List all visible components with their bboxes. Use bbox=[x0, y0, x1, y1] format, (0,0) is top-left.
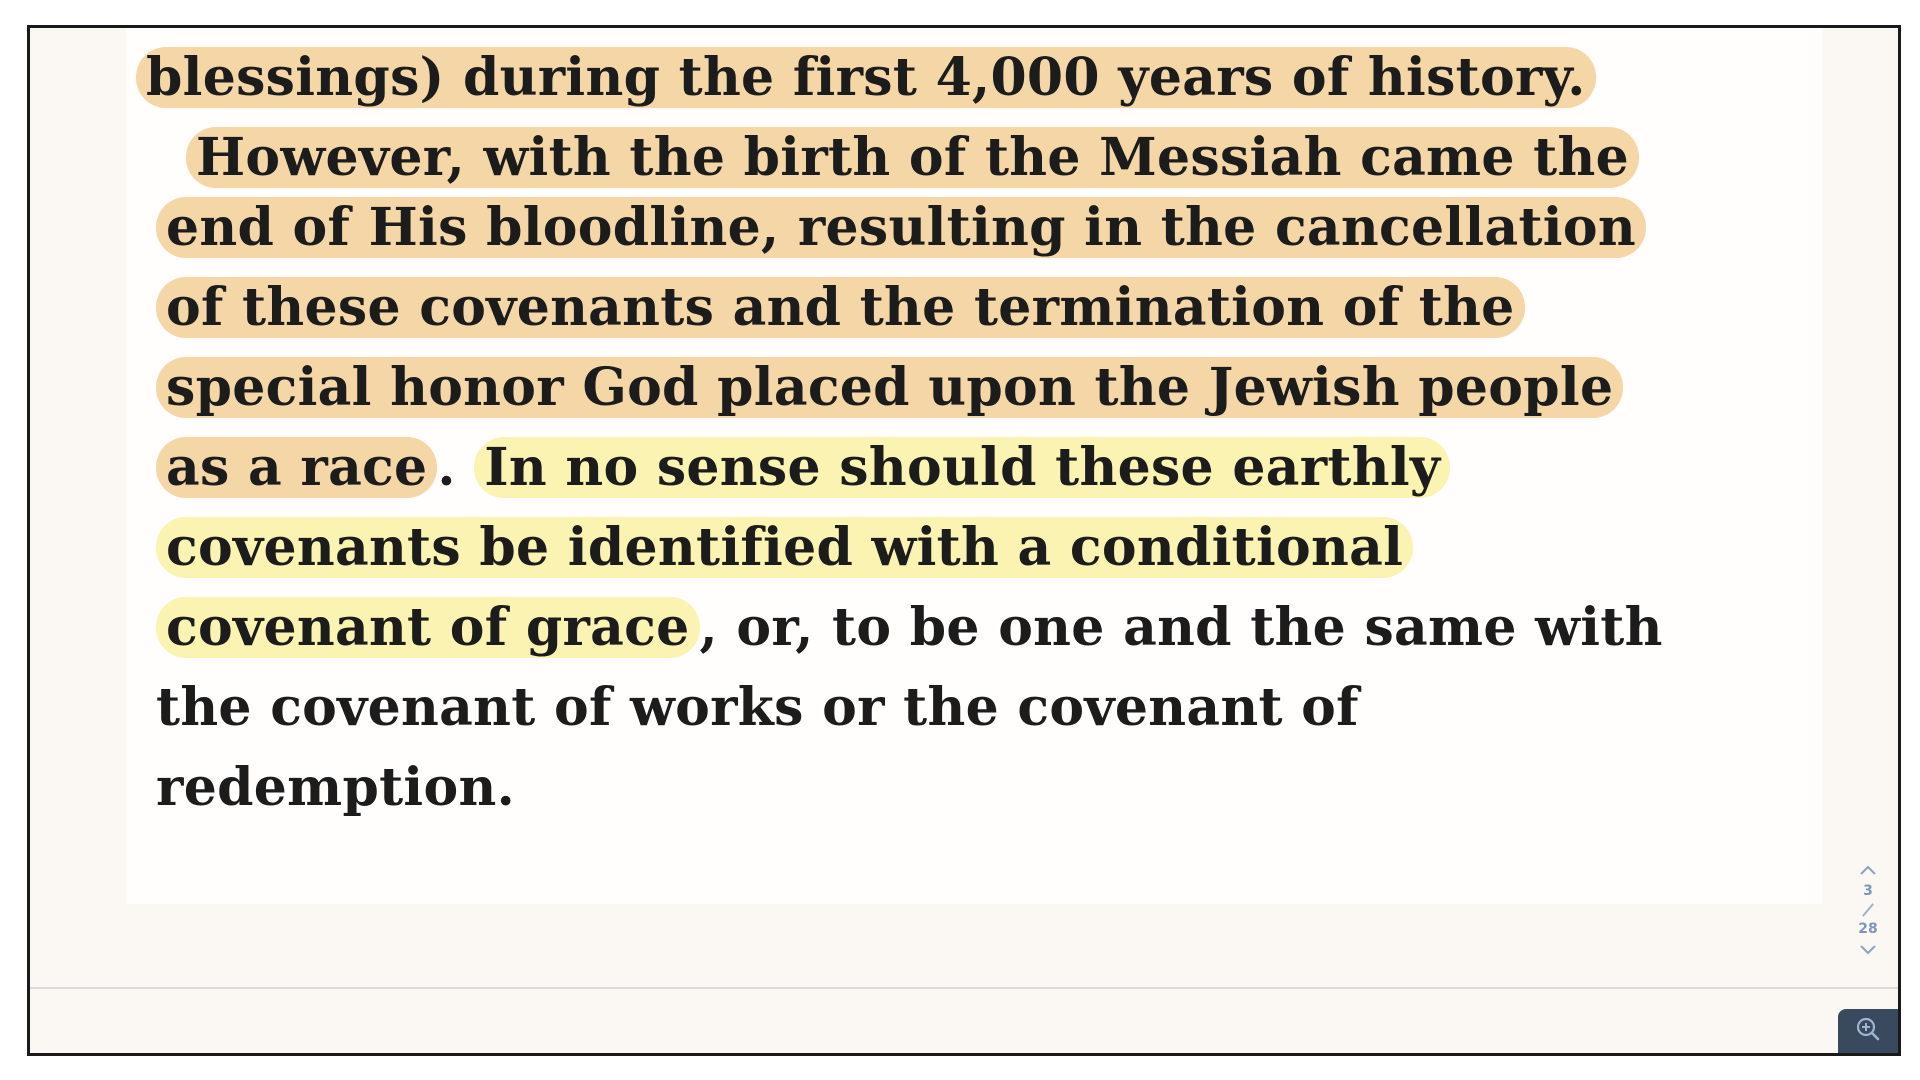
page-separator bbox=[1862, 903, 1874, 917]
text-line bbox=[156, 348, 1623, 428]
highlighted-text: of these covenants and the termination of the bbox=[156, 277, 1525, 338]
page-navigator bbox=[1848, 858, 1888, 998]
text-line bbox=[156, 668, 1359, 748]
text-segment: . bbox=[437, 437, 475, 498]
document-text bbox=[126, 28, 1822, 904]
text-line bbox=[156, 508, 1413, 588]
highlighted-text: end of His bloodline, resulting in the cancellation bbox=[156, 197, 1646, 258]
text-line bbox=[156, 188, 1646, 268]
highlighted-text: blessings) during the first 4,000 years of history. bbox=[136, 47, 1596, 108]
zoom-in-icon bbox=[1855, 1016, 1881, 1046]
text-segment: the covenant of works or the covenant of bbox=[156, 677, 1359, 738]
text-segment: redemption. bbox=[156, 757, 515, 818]
chevron-down-icon[interactable] bbox=[1853, 938, 1883, 962]
text-line bbox=[156, 748, 515, 828]
reader-window bbox=[27, 25, 1901, 1056]
text-segment: , or, to be one and the same with bbox=[699, 597, 1663, 658]
zoom-button[interactable] bbox=[1838, 1009, 1898, 1053]
highlighted-text: special honor God placed upon the Jewish people bbox=[156, 357, 1623, 418]
highlighted-text: However, with the birth of the Messiah came the bbox=[186, 127, 1639, 188]
highlighted-text: In no sense should these earthly bbox=[474, 437, 1450, 498]
bottom-divider bbox=[30, 987, 1898, 989]
highlighted-text: covenant of grace bbox=[156, 597, 700, 658]
text-line bbox=[136, 38, 1596, 118]
chevron-up-icon[interactable] bbox=[1853, 858, 1883, 882]
highlighted-text: covenants be identified with a conditional bbox=[156, 517, 1413, 578]
text-line bbox=[156, 428, 1450, 508]
current-page-number: 3 bbox=[1863, 883, 1873, 899]
text-line bbox=[186, 118, 1639, 198]
total-page-count: 28 bbox=[1858, 921, 1878, 937]
text-line bbox=[156, 588, 1663, 668]
highlighted-text: as a race bbox=[156, 437, 437, 498]
text-line bbox=[156, 268, 1525, 348]
document-page bbox=[126, 28, 1822, 904]
